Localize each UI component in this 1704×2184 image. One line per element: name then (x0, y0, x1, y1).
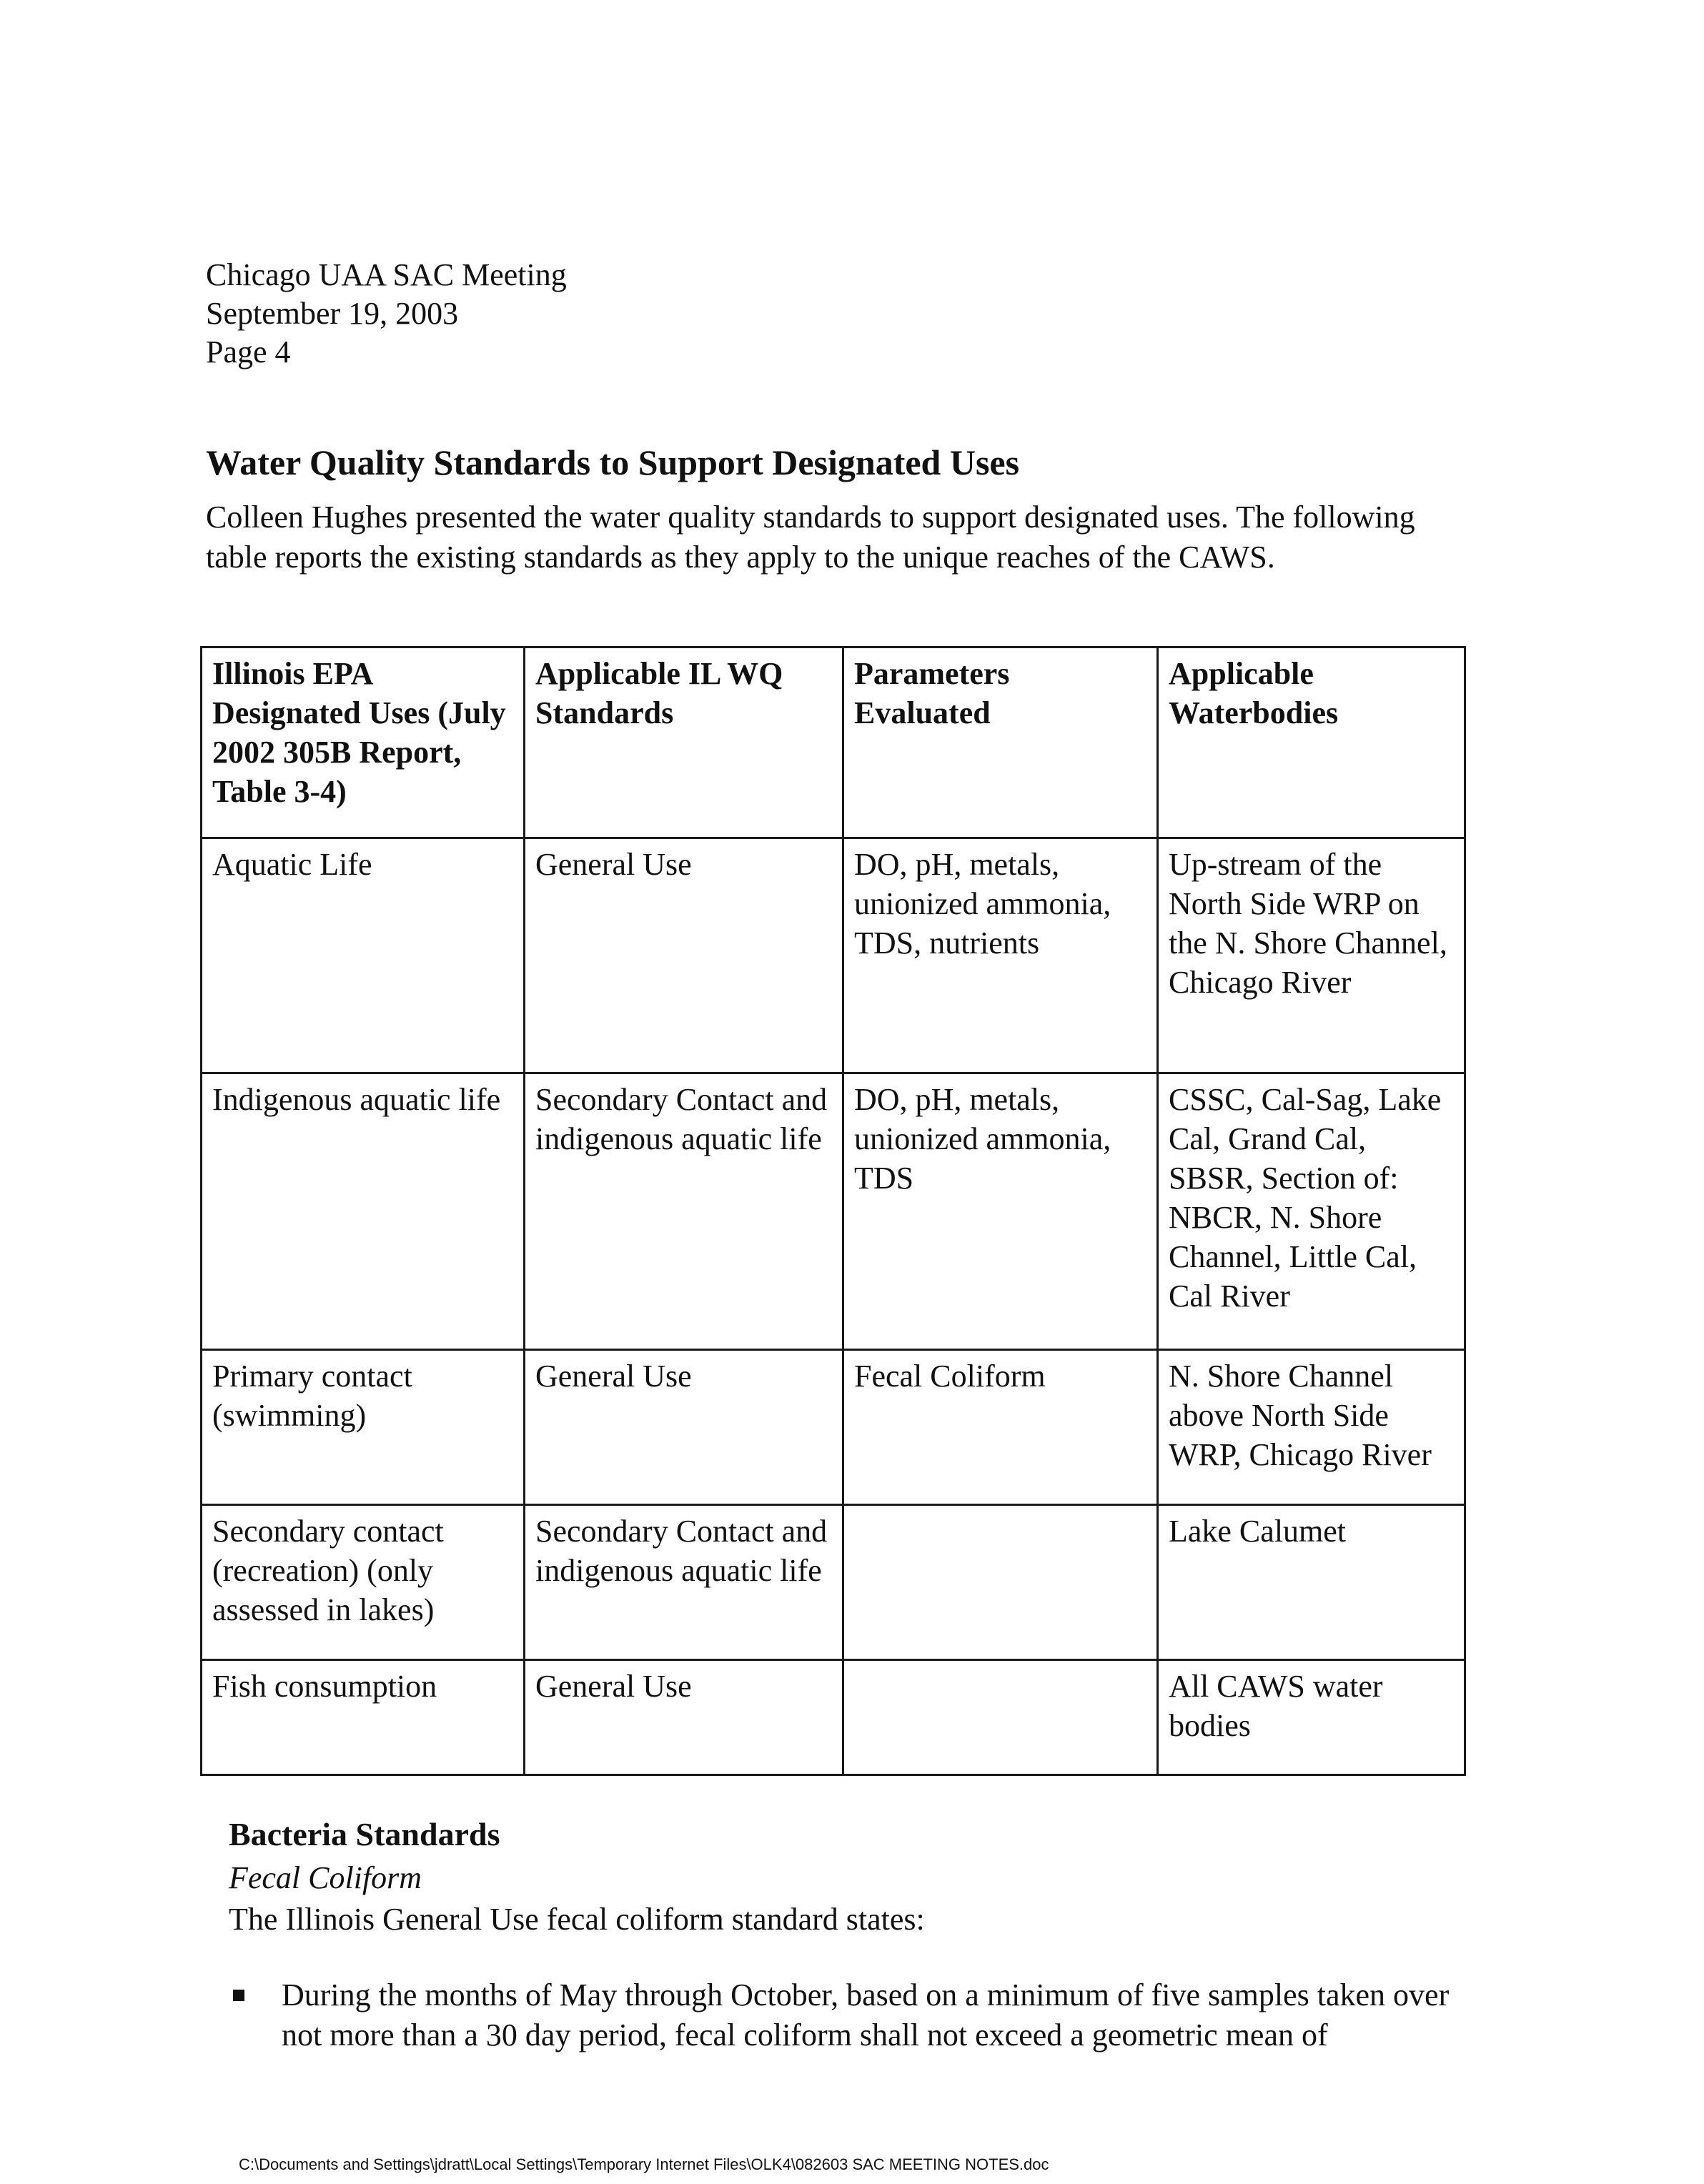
table-cell: All CAWS water bodies (1158, 1660, 1465, 1775)
meeting-date: September 19, 2003 (206, 296, 459, 331)
table-cell: Up-stream of the North Side WRP on the N. Shore Channel, Chicago River (1158, 838, 1465, 1073)
table-row (202, 838, 1465, 1073)
table-row (202, 1350, 1465, 1505)
header-applicable-standards: Applicable IL WQ Standards (525, 647, 843, 838)
table-cell (843, 1505, 1158, 1660)
header-designated-uses: Illinois EPA Designated Uses (July 2002 305B Report, Table 3-4) (202, 647, 525, 838)
table-cell: General Use (525, 838, 843, 1073)
table-cell: Secondary contact (recreation) (only assessed in lakes) (202, 1505, 525, 1660)
table-cell (843, 1660, 1158, 1775)
bullet-text: During the months of May through October, based on a minimum of five samples taken over not more than a 30 day period, fecal coliform shall not exceed a geometric mean of (282, 1977, 1450, 2053)
file-path-footer: C:\Documents and Settings\jdratt\Local Settings\Temporary Internet Files\OLK4\082603 SAC MEETING NOTES.doc (239, 2155, 1049, 2173)
table-cell: General Use (525, 1660, 843, 1775)
standards-table (200, 646, 1466, 1776)
bacteria-standards-heading: Bacteria Standards (229, 1816, 500, 1852)
standard-lead-text: The Illinois General Use fecal coliform standard states: (229, 1902, 925, 1937)
table-cell: Fecal Coliform (843, 1350, 1158, 1505)
page-number: Page 4 (206, 334, 291, 369)
table-cell: Fish consumption (202, 1660, 525, 1775)
table-cell: Indigenous aquatic life (202, 1073, 525, 1350)
table-cell: DO, pH, metals, unionized ammonia, TDS (843, 1073, 1158, 1350)
table-row (202, 1660, 1465, 1775)
table-row (202, 1505, 1465, 1660)
table-cell: Lake Calumet (1158, 1505, 1465, 1660)
intro-paragraph: Colleen Hughes presented the water quality standards to support designated uses. The following table reports the existing standards as they apply to the unique reaches of the CAWS. (206, 500, 1415, 575)
fecal-coliform-heading: Fecal Coliform (229, 1860, 422, 1895)
square-bullet-icon (233, 1990, 244, 2001)
header-applicable-waterbodies: Applicable Waterbodies (1158, 647, 1465, 838)
table-cell: CSSC, Cal-Sag, Lake Cal, Grand Cal, SBSR, Section of: NBCR, N. Shore Channel, Little Cal, Cal River (1158, 1073, 1465, 1350)
table-cell: Secondary Contact and indigenous aquatic life (525, 1073, 843, 1350)
meeting-title: Chicago UAA SAC Meeting (206, 257, 567, 292)
section-title: Water Quality Standards to Support Designated Uses (206, 442, 1020, 482)
table-cell: N. Shore Channel above North Side WRP, Chicago River (1158, 1350, 1465, 1505)
table-header-row (202, 647, 1465, 838)
table-cell: Primary contact (swimming) (202, 1350, 525, 1505)
table-cell: DO, pH, metals, unionized ammonia, TDS, nutrients (843, 838, 1158, 1073)
table-cell: General Use (525, 1350, 843, 1505)
table-row (202, 1073, 1465, 1350)
header-parameters-evaluated: Parameters Evaluated (843, 647, 1158, 838)
document-header (206, 256, 1064, 372)
table-cell: Aquatic Life (202, 838, 525, 1073)
table-cell: Secondary Contact and indigenous aquatic life (525, 1505, 843, 1660)
